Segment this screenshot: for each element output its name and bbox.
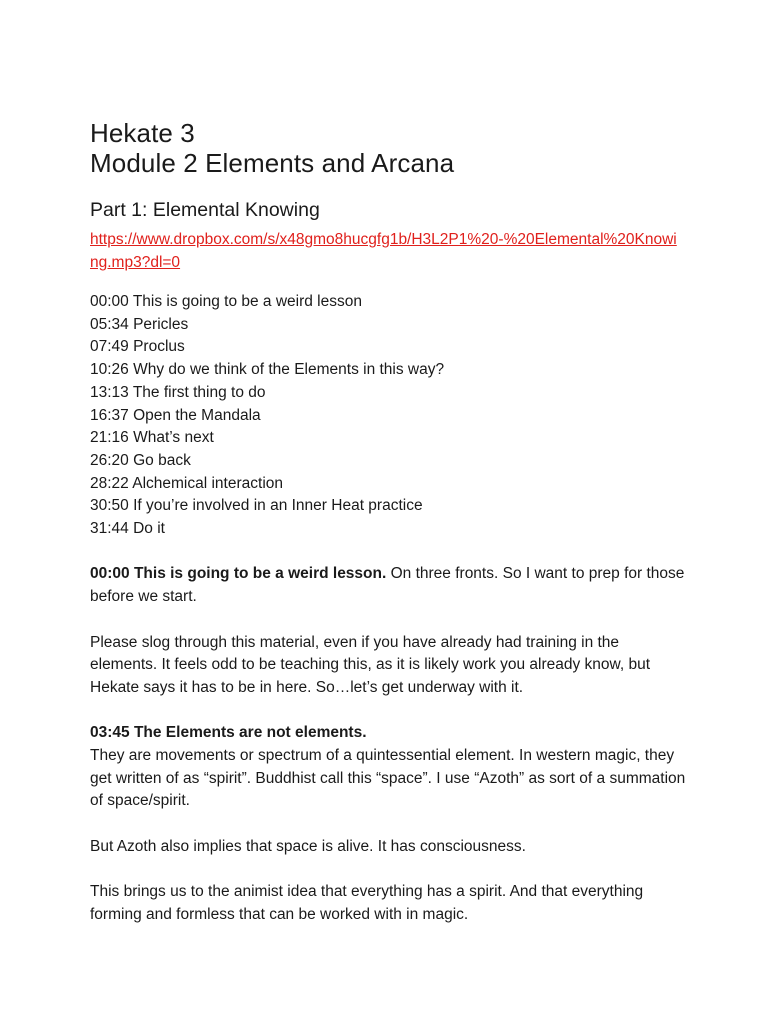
timestamp-list bbox=[90, 291, 690, 541]
paragraph-animist: This brings us to the animist idea that everything has a spirit. And that everything forming and formless that can be worked with in magic. bbox=[90, 883, 644, 923]
timestamp-item: 31:44 Do it bbox=[90, 520, 165, 538]
timestamp-item: 28:22 Alchemical interaction bbox=[90, 474, 284, 492]
document-page bbox=[90, 118, 690, 927]
timestamp-item: 30:50 If you’re involved in an Inner Heat practice bbox=[90, 497, 423, 515]
document-title bbox=[90, 118, 690, 178]
paragraph-azoth: But Azoth also implies that space is alive. It has consciousness. bbox=[90, 837, 526, 855]
paragraph-weird-lesson bbox=[90, 563, 690, 608]
title-line-1: Hekate 3 bbox=[90, 118, 195, 148]
paragraph-heading: 00:00 This is going to be a weird lesson. bbox=[90, 565, 387, 583]
timestamp-item: 13:13 The first thing to do bbox=[90, 383, 266, 401]
timestamp-item: 10:26 Why do we think of the Elements in this way? bbox=[90, 361, 445, 379]
timestamp-item: 21:16 What’s next bbox=[90, 429, 214, 447]
timestamp-item: 05:34 Pericles bbox=[90, 315, 189, 333]
title-line-2: Module 2 Elements and Arcana bbox=[90, 148, 455, 178]
audio-link[interactable]: https://www.dropbox.com/s/x48gmo8hucgfg1b/H3L2P1%20-%20Elemental%20Knowing.mp3?dl=0 bbox=[90, 231, 677, 271]
part-heading: Part 1: Elemental Knowing bbox=[90, 199, 320, 221]
paragraph-heading: 03:45 The Elements are not elements. bbox=[90, 724, 367, 742]
paragraph-text: On three fronts. So I want to prep for those before we start. bbox=[90, 565, 685, 606]
paragraph-elements bbox=[90, 722, 690, 813]
timestamp-item: 07:49 Proclus bbox=[90, 338, 185, 356]
paragraph-slog: Please slog through this material, even if you have already had training in the elements. It feels odd to be teaching this, as it is likely work you already know, but Hekate says it has to be in here. So…let’s get underway with it. bbox=[90, 633, 651, 696]
timestamp-item: 16:37 Open the Mandala bbox=[90, 406, 261, 424]
timestamp-item: 00:00 This is going to be a weird lesson bbox=[90, 293, 362, 310]
timestamp-item: 26:20 Go back bbox=[90, 451, 191, 469]
paragraph-text: They are movements or spectrum of a quintessential element. In western magic, they get written of as “spirit”. Buddhist call this “space”. I use “Azoth” as sort of a summation of space/spirit. bbox=[90, 747, 686, 810]
